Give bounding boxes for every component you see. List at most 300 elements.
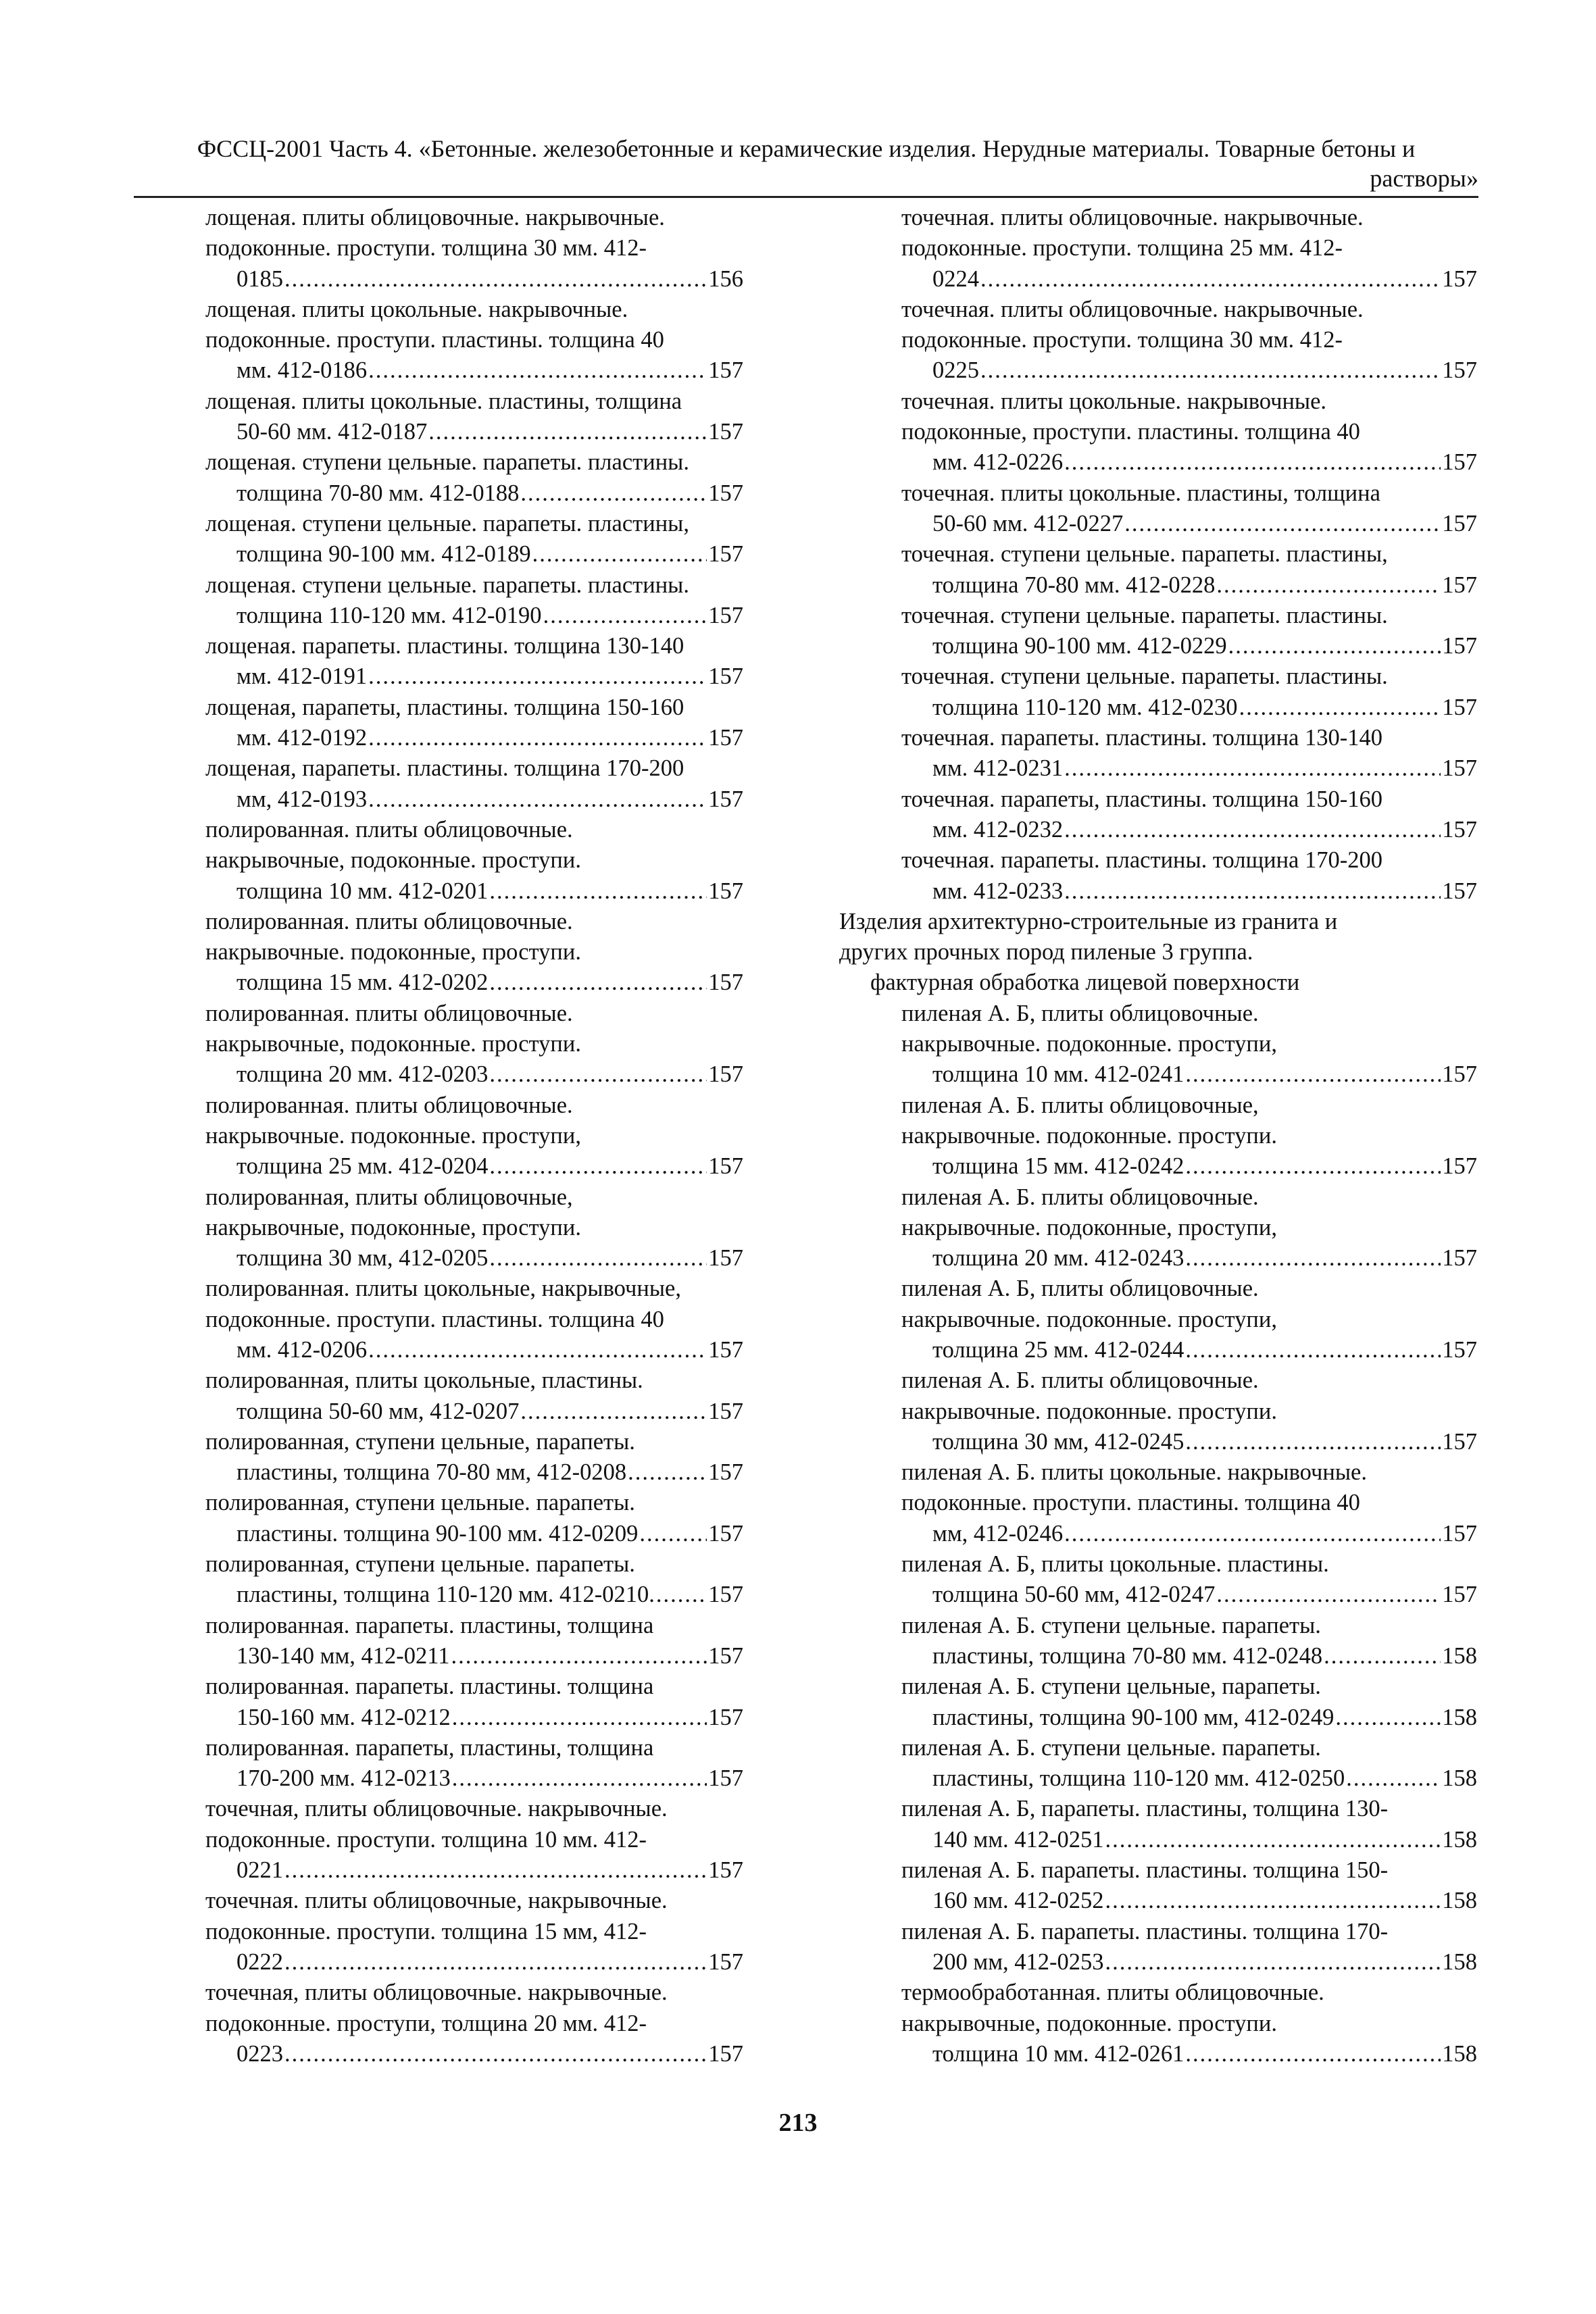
entry-last-line	[932, 2039, 1477, 2069]
entry-last-line	[236, 478, 743, 509]
index-entry	[174, 1886, 743, 1978]
entry-last-line	[932, 1947, 1477, 1978]
entry-line: пиленая А. Б. ступени цельные. парапеты.	[901, 1612, 1321, 1638]
entry-line: точечная. ступени цельные. парапеты. пластины.	[901, 602, 1388, 628]
index-entry	[839, 203, 1477, 295]
entry-line: фактурная обработка лицевой поверхности	[870, 970, 1300, 996]
dot-leader	[980, 355, 1441, 386]
entry-line: полированная, плиты цокольные, пластины.	[205, 1367, 643, 1394]
entry-page-ref: 158	[1442, 1642, 1477, 1669]
dot-leader	[1216, 570, 1441, 601]
entry-code: толщина 50-60 мм, 412-0247	[932, 1582, 1216, 1608]
entry-last-line	[932, 815, 1477, 845]
entry-line: полированная. парапеты, пластины, толщина	[205, 1734, 654, 1761]
entry-page-ref: 157	[708, 1398, 743, 1424]
entry-code: пластины, толщина 90-100 мм, 412-0249	[932, 1704, 1335, 1730]
entry-code: 200 мм, 412-0253	[932, 1948, 1104, 1975]
entry-line: полированная. плиты облицовочные.	[205, 816, 573, 842]
dot-leader	[1064, 447, 1441, 478]
entry-line: подоконные. проступи. толщина 10 мм. 412-	[205, 1826, 647, 1853]
dot-leader	[1185, 1059, 1441, 1090]
index-column-right	[839, 203, 1477, 2069]
entry-last-line	[932, 1151, 1477, 1182]
header-rule	[134, 196, 1478, 198]
entry-page-ref: 157	[708, 663, 743, 690]
entry-code: 170-200 мм. 412-0213	[236, 1765, 451, 1792]
entry-line: подоконные. проступи. пластины. толщина 40	[901, 1490, 1360, 1516]
entry-last-line	[236, 784, 743, 815]
entry-last-line	[932, 1580, 1477, 1610]
entry-line: лощеная. плиты цокольные. пластины, толщина	[205, 388, 682, 414]
entry-last-line	[236, 1947, 743, 1978]
entry-line: Изделия архитектурно-строительные из гранита и	[839, 908, 1338, 934]
dot-leader	[639, 1519, 707, 1549]
entry-last-line	[932, 1641, 1477, 1671]
index-entry	[174, 1090, 743, 1182]
index-entry	[174, 203, 743, 295]
entry-last-line	[932, 355, 1477, 386]
entry-last-line	[932, 1825, 1477, 1855]
dot-leader	[428, 417, 707, 447]
dot-leader	[284, 2039, 707, 2069]
entry-page-ref: 158	[1442, 2040, 1477, 2067]
dot-leader	[1335, 1703, 1441, 1733]
entry-code: мм. 412-0232	[932, 816, 1064, 842]
index-entry	[174, 447, 743, 509]
entry-line: полированная, плиты облицовочные,	[205, 1184, 573, 1210]
entry-last-line	[932, 1335, 1477, 1365]
entry-last-line	[932, 570, 1477, 601]
entry-line: пиленая А. Б. парапеты. пластины. толщина 170-	[901, 1918, 1389, 1944]
entry-line: подоконные. проступи. пластины. толщина 40	[205, 327, 664, 353]
entry-last-line	[932, 447, 1477, 478]
entry-line: накрывочные. подоконные, проступи,	[901, 1214, 1277, 1240]
dot-leader	[489, 967, 707, 998]
entry-line: пиленая А. Б. ступени цельные. парапеты.	[901, 1734, 1321, 1761]
index-entry	[839, 845, 1477, 907]
entry-code: толщина 70-80 мм. 412-0228	[932, 572, 1216, 598]
entry-code: толщина 110-120 мм. 412-0190	[236, 602, 542, 628]
entry-last-line	[932, 1886, 1477, 1916]
entry-code: толщина 10 мм. 412-0241	[932, 1061, 1184, 1088]
entry-code: толщина 90-100 мм. 412-0229	[932, 633, 1227, 659]
entry-page-ref: 157	[1442, 1428, 1477, 1455]
dot-leader	[1228, 631, 1441, 661]
index-entry	[174, 1488, 743, 1549]
index-entry	[174, 1794, 743, 1886]
index-entry	[839, 539, 1477, 601]
entry-code: толщина 110-120 мм. 412-0230	[932, 694, 1238, 720]
entry-line: точечная. плиты цокольные. накрывочные.	[901, 388, 1327, 414]
entry-code: 0224	[932, 266, 979, 292]
index-entry	[839, 1917, 1477, 1978]
entry-page-ref: 157	[708, 1948, 743, 1975]
entry-code: мм. 412-0192	[236, 725, 368, 751]
entry-line: точечная. ступени цельные. парапеты. пластины.	[901, 663, 1388, 690]
entry-last-line	[932, 509, 1477, 539]
index-entry	[174, 1671, 743, 1733]
entry-page-ref: 157	[708, 1642, 743, 1669]
dot-leader	[980, 264, 1441, 295]
entry-line: накрывочные. подоконные. проступи.	[901, 1122, 1277, 1149]
dot-leader	[489, 876, 707, 907]
entry-code: толщина 25 мм. 412-0244	[932, 1336, 1184, 1363]
index-entry	[839, 967, 1477, 998]
dot-leader	[1185, 1335, 1441, 1365]
entry-page-ref: 157	[1442, 572, 1477, 598]
index-entry	[174, 1549, 743, 1611]
dot-leader	[451, 1641, 707, 1671]
entry-line: полированная. плиты облицовочные.	[205, 1000, 573, 1026]
dot-leader	[452, 1763, 707, 1794]
entry-code: 150-160 мм. 412-0212	[236, 1704, 451, 1730]
entry-page-ref: 157	[1442, 1582, 1477, 1608]
entry-last-line	[236, 2039, 743, 2069]
dot-leader	[489, 1059, 707, 1090]
entry-last-line	[236, 355, 743, 386]
dot-leader	[543, 601, 707, 631]
entry-line: лощеная, парапеты. пластины. толщина 170-200	[205, 755, 684, 782]
dot-leader	[284, 1855, 707, 1886]
dot-leader	[489, 1151, 707, 1182]
header-line-2: растворы»	[1370, 165, 1478, 192]
entry-line: полированная. плиты облицовочные.	[205, 908, 573, 934]
index-entry	[839, 723, 1477, 784]
index-entry	[174, 999, 743, 1090]
entry-line: подоконные. проступи, толщина 20 мм. 412-	[205, 2010, 647, 2036]
dot-leader	[520, 478, 707, 509]
entry-code: мм. 412-0233	[932, 878, 1064, 904]
index-entry	[839, 1611, 1477, 1672]
index-entry	[174, 1427, 743, 1488]
entry-page-ref: 157	[708, 480, 743, 506]
entry-last-line	[932, 1243, 1477, 1274]
index-entry	[174, 907, 743, 999]
entry-line: точечная. парапеты, пластины. толщина 150-160	[901, 786, 1382, 812]
index-entry	[839, 1549, 1477, 1611]
entry-last-line	[236, 967, 743, 998]
index-entry	[839, 1978, 1477, 2069]
entry-line: точечная, плиты облицовочные. накрывочные.	[205, 1796, 668, 1822]
dot-leader	[656, 1580, 707, 1610]
entry-line: лощеная. парапеты. пластины. толщина 130-140	[205, 633, 684, 659]
entry-page-ref: 157	[708, 602, 743, 628]
index-entry	[839, 1855, 1477, 1917]
index-entry	[839, 1090, 1477, 1182]
entry-line: точечная. плиты облицовочные. накрывочные.	[901, 296, 1364, 322]
entry-code: толщина 20 мм. 412-0243	[932, 1245, 1184, 1272]
entry-line: точечная. ступени цельные. парапеты. пластины,	[901, 541, 1388, 568]
entry-line: полированная, ступени цельные. парапеты.	[205, 1551, 635, 1578]
entry-page-ref: 157	[708, 725, 743, 751]
entry-code: 0225	[932, 357, 979, 384]
entry-line: накрывочные. подоконные, проступи.	[205, 939, 581, 965]
entry-line: подоконные. проступи. пластины. толщина 40	[205, 1306, 664, 1332]
index-entry	[839, 478, 1477, 540]
dot-leader	[1185, 2039, 1441, 2069]
running-header	[134, 134, 1478, 193]
entry-last-line	[236, 1059, 743, 1090]
entry-code: пластины, толщина 110-120 мм. 412-0210.	[236, 1582, 655, 1608]
dot-leader	[1105, 1825, 1441, 1855]
index-entry	[839, 1794, 1477, 1855]
dot-leader	[1185, 1151, 1441, 1182]
entry-last-line	[236, 417, 743, 447]
entry-line: лощеная. плиты цокольные. накрывочные.	[205, 296, 628, 322]
entry-line: лощеная. ступени цельные. парапеты. пластины.	[205, 572, 689, 598]
entry-code: мм. 412-0186	[236, 357, 368, 384]
entry-page-ref: 157	[708, 1061, 743, 1088]
entry-last-line	[236, 1151, 743, 1182]
index-entry	[174, 295, 743, 386]
entry-line: пиленая А. Б. плиты цокольные. накрывочные.	[901, 1459, 1367, 1486]
entry-page-ref: 157	[1442, 816, 1477, 842]
index-entry	[174, 509, 743, 570]
index-entry	[839, 295, 1477, 386]
entry-last-line	[236, 601, 743, 631]
entry-line: точечная, плиты облицовочные. накрывочные.	[205, 1980, 668, 2006]
entry-line: накрывочные. подоконные. проступи.	[901, 1398, 1277, 1424]
index-entry	[839, 601, 1477, 662]
entry-page-ref: 158	[1442, 1826, 1477, 1853]
entry-code: толщина 10 мм. 412-0261	[932, 2040, 1184, 2067]
entry-code: 130-140 мм, 412-0211	[236, 1642, 450, 1669]
dot-leader	[532, 539, 707, 570]
entry-last-line	[932, 1519, 1477, 1549]
entry-code: толщина 90-100 мм. 412-0189	[236, 541, 531, 568]
dot-leader	[1239, 693, 1441, 723]
entry-page-ref: 157	[1442, 1245, 1477, 1272]
entry-last-line	[236, 1703, 743, 1733]
index-entry	[174, 1733, 743, 1794]
entry-page-ref: 157	[708, 419, 743, 445]
entry-code: 0185	[236, 266, 283, 292]
dot-leader	[1324, 1641, 1441, 1671]
index-entry	[839, 999, 1477, 1090]
dot-leader	[1105, 1947, 1441, 1978]
dot-leader	[628, 1457, 707, 1488]
dot-leader	[1105, 1886, 1441, 1916]
entry-code: толщина 50-60 мм, 412-0207	[236, 1398, 520, 1424]
entry-page-ref: 158	[1442, 1765, 1477, 1792]
entry-code: 0222	[236, 1948, 283, 1975]
entry-page-ref: 157	[708, 1857, 743, 1884]
entry-line: других прочных пород пиленые 3 группа.	[839, 939, 1253, 965]
page-number: 213	[778, 2109, 818, 2137]
entry-page-ref: 157	[708, 1582, 743, 1608]
entry-page-ref: 157	[708, 1153, 743, 1180]
entry-line: полированная, ступени цельные, парапеты.	[205, 1428, 635, 1455]
entry-code: 140 мм. 412-0251	[932, 1826, 1104, 1853]
entry-page-ref: 157	[1442, 878, 1477, 904]
index-column-left	[174, 203, 743, 2069]
index-entry	[839, 1274, 1477, 1365]
entry-code: пластины. толщина 90-100 мм. 412-0209	[236, 1520, 639, 1546]
dot-leader	[1346, 1763, 1441, 1794]
index-entry	[174, 815, 743, 907]
dot-leader	[368, 355, 707, 386]
index-entry	[174, 1182, 743, 1274]
entry-line: пиленая А. Б, плиты облицовочные.	[901, 1000, 1259, 1026]
entry-last-line	[236, 1855, 743, 1886]
entry-line: подоконные. проступи. толщина 30 мм. 412-	[901, 327, 1343, 353]
entry-code: пластины, толщина 110-120 мм. 412-0250	[932, 1765, 1345, 1792]
entry-line: пиленая А. Б. парапеты. пластины. толщина 150-	[901, 1857, 1389, 1884]
entry-last-line	[236, 723, 743, 753]
entry-line: пиленая А. Б. плиты облицовочные,	[901, 1092, 1259, 1118]
entry-code: мм. 412-0191	[236, 663, 368, 690]
entry-code: толщина 30 мм, 412-0245	[932, 1428, 1184, 1455]
entry-line: точечная. парапеты. пластины. толщина 170-200	[901, 847, 1382, 874]
index-entry	[174, 693, 743, 754]
entry-line: пиленая А. Б, плиты облицовочные.	[901, 1276, 1259, 1302]
entry-code: 0221	[236, 1857, 283, 1884]
entry-code: толщина 25 мм. 412-0204	[236, 1153, 489, 1180]
entry-page-ref: 158	[1442, 1948, 1477, 1975]
index-entry	[174, 1978, 743, 2069]
entry-code: пластины, толщина 70-80 мм. 412-0248	[932, 1642, 1323, 1669]
entry-line: термообработанная. плиты облицовочные.	[901, 1980, 1324, 2006]
entry-page-ref: 157	[1442, 266, 1477, 292]
entry-page-ref: 157	[708, 541, 743, 568]
entry-last-line	[236, 1519, 743, 1549]
entry-code: толщина 10 мм. 412-0201	[236, 878, 489, 904]
entry-page-ref: 157	[1442, 357, 1477, 384]
entry-line: полированная. плиты облицовочные.	[205, 1092, 573, 1118]
entry-line: точечная. плиты облицовочные, накрывочные.	[205, 1888, 668, 1914]
index-entry	[839, 386, 1477, 478]
entry-last-line	[932, 753, 1477, 784]
dot-leader	[1185, 1427, 1441, 1457]
entry-last-line	[932, 264, 1477, 295]
entry-page-ref: 157	[708, 1245, 743, 1272]
entry-code: 50-60 мм. 412-0227	[932, 510, 1124, 536]
index-entry	[839, 661, 1477, 723]
dot-leader	[1185, 1243, 1441, 1274]
entry-line: накрывочные, подоконные. проступи.	[205, 847, 581, 874]
entry-last-line	[236, 1457, 743, 1488]
dot-leader	[1216, 1580, 1441, 1610]
entry-last-line	[932, 1763, 1477, 1794]
entry-code: толщина 15 мм. 412-0202	[236, 970, 489, 996]
entry-line: полированная. парапеты. пластины, толщина	[205, 1612, 654, 1638]
dot-leader	[284, 264, 707, 295]
index-entry	[839, 1733, 1477, 1794]
index-entry	[174, 753, 743, 815]
index-entry	[839, 1671, 1477, 1733]
entry-line: пиленая А. Б. плиты облицовочные.	[901, 1367, 1259, 1394]
entry-code: 0223	[236, 2040, 283, 2067]
entry-code: 50-60 мм. 412-0187	[236, 419, 428, 445]
entry-line: накрывочные. подоконные. проступи,	[901, 1031, 1277, 1057]
entry-last-line	[236, 264, 743, 295]
entry-line: пиленая А. Б, парапеты. пластины, толщина 130-	[901, 1796, 1389, 1822]
entry-last-line	[932, 1059, 1477, 1090]
entry-page-ref: 158	[1442, 1704, 1477, 1730]
entry-page-ref: 156	[708, 266, 743, 292]
dot-leader	[284, 1947, 707, 1978]
entry-code: мм. 412-0231	[932, 755, 1064, 782]
entry-page-ref: 157	[1442, 1153, 1477, 1180]
entry-page-ref: 157	[708, 1336, 743, 1363]
entry-last-line	[932, 631, 1477, 661]
entry-line: полированная. плиты цокольные, накрывочные,	[205, 1276, 681, 1302]
dot-leader	[489, 1243, 707, 1274]
entry-page-ref: 157	[708, 1765, 743, 1792]
entry-code: пластины, толщина 70-80 мм, 412-0208	[236, 1459, 627, 1486]
entry-line: точечная. плиты цокольные. пластины, толщина	[901, 480, 1380, 506]
entry-line: подоконные. проступи. толщина 30 мм. 412-	[205, 235, 647, 261]
entry-code: мм. 412-0206	[236, 1336, 368, 1363]
entry-page-ref: 157	[1442, 510, 1477, 536]
entry-code: 160 мм. 412-0252	[932, 1888, 1104, 1914]
entry-last-line	[236, 1243, 743, 1274]
dot-leader	[1064, 753, 1441, 784]
entry-line: накрывочные, подоконные. проступи.	[205, 1031, 581, 1057]
entry-line: накрывочные. подоконные. проступи,	[205, 1122, 581, 1149]
index-entry	[174, 570, 743, 632]
entry-line: накрывочные, подоконные, проступи.	[205, 1214, 581, 1240]
entry-line: пиленая А. Б. плиты облицовочные.	[901, 1184, 1259, 1210]
entry-page-ref: 157	[1442, 449, 1477, 476]
index-entry	[174, 386, 743, 448]
entry-page-ref: 157	[1442, 1061, 1477, 1088]
entry-line: точечная. плиты облицовочные. накрывочные.	[901, 205, 1364, 230]
entry-last-line	[236, 661, 743, 692]
entry-line: подоконные. проступи. толщина 15 мм, 412-	[205, 1918, 647, 1944]
index-entry	[174, 1274, 743, 1365]
entry-last-line	[236, 876, 743, 907]
entry-code: толщина 15 мм. 412-0242	[932, 1153, 1184, 1180]
entry-page-ref: 158	[1442, 1888, 1477, 1914]
index-entry	[174, 1611, 743, 1672]
dot-leader	[368, 784, 707, 815]
dot-leader	[368, 723, 707, 753]
entry-line: подоконные, проступи. пластины. толщина 40	[901, 419, 1360, 445]
entry-last-line	[236, 1580, 743, 1610]
dot-leader	[520, 1397, 707, 1427]
entry-last-line	[236, 1763, 743, 1794]
dot-leader	[1064, 876, 1441, 907]
dot-leader	[452, 1703, 707, 1733]
entry-line: лощеная. плиты облицовочные. накрывочные.	[205, 205, 665, 230]
entry-line: полированная. парапеты. пластины. толщина	[205, 1674, 654, 1700]
entry-code: мм, 412-0193	[236, 786, 368, 812]
dot-leader	[368, 661, 707, 692]
entry-page-ref: 157	[708, 1520, 743, 1546]
entry-line: полированная, ступени цельные. парапеты.	[205, 1490, 635, 1516]
entry-last-line	[932, 876, 1477, 907]
index-entry	[839, 1182, 1477, 1274]
entry-code: толщина 70-80 мм. 412-0188	[236, 480, 520, 506]
dot-leader	[1064, 1519, 1441, 1549]
entry-line: пиленая А. Б, плиты цокольные. пластины.	[901, 1551, 1329, 1578]
index-entry	[174, 1365, 743, 1427]
dot-leader	[1064, 815, 1441, 845]
entry-line: лощеная. ступени цельные. парапеты. пластины,	[205, 510, 689, 536]
entry-page-ref: 157	[708, 786, 743, 812]
index-entry	[839, 784, 1477, 846]
entry-page-ref: 157	[708, 970, 743, 996]
entry-line: подоконные. проступи. толщина 25 мм. 412-	[901, 235, 1343, 261]
entry-code: толщина 30 мм, 412-0205	[236, 1245, 489, 1272]
entry-code: мм. 412-0226	[932, 449, 1064, 476]
entry-code: толщина 20 мм. 412-0203	[236, 1061, 489, 1088]
entry-page-ref: 157	[1442, 633, 1477, 659]
entry-last-line	[932, 1703, 1477, 1733]
entry-page-ref: 157	[708, 1704, 743, 1730]
entry-line: лощеная. ступени цельные. парапеты. пластины.	[205, 449, 689, 476]
